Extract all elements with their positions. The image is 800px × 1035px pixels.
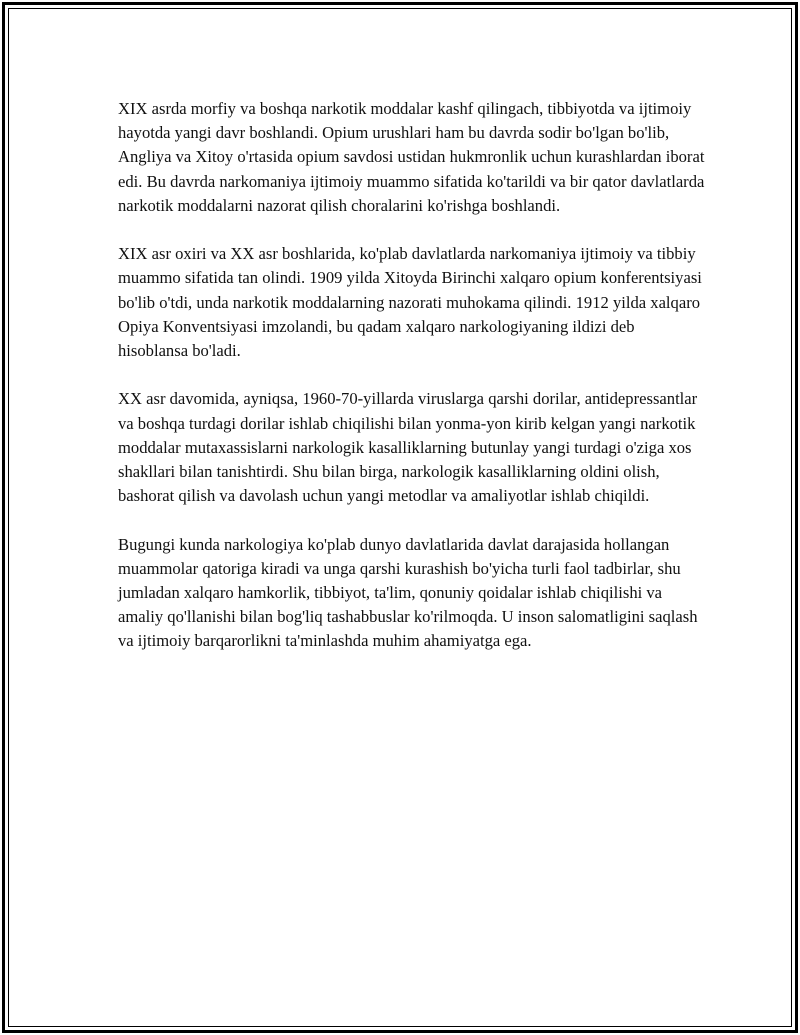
page-frame bbox=[2, 2, 798, 1033]
paragraph-3: XX asr davomida, ayniqsa, 1960-70-yillarda viruslarga qarshi dorilar, antidepressantlar va boshqa turdagi dorilar ishlab chiqilishi bilan yonma-yon kirib kelgan yangi narkotik moddalar mutaxassislarni narkologik kasalliklarning butunlay yangi turdagi o'ziga xos shakllari bilan tanishtirdi. Shu bilan birga, narkologik kasalliklarning oldini olish, bashorat qilish va davolash uchun yangi metodlar va amaliyotlar ishlab chiqildi. bbox=[118, 389, 698, 506]
paragraph-2: XIX asr oxiri va XX asr boshlarida, ko'plab davlatlarda narkomaniya ijtimoiy va tibbiy muammo sifatida tan olindi. 1909 yilda Xitoyda Birinchi xalqaro opium konferentsiyasi bo'lib o'tdi, unda narkotik moddalarning nazorati muhokama qilindi. 1912 yilda xalqaro Opiya Konventsiyasi imzolandi, bu qadam xalqaro narkologiyaning ildizi deb hisoblansa bo'ladi. bbox=[118, 244, 702, 361]
document-body bbox=[118, 97, 708, 678]
paragraph-1: XIX asrda morfiy va boshqa narkotik moddalar kashf qilingach, tibbiyotda va ijtimoiy hayotda yangi davr boshlandi. Opium urushlari ham bu davrda sodir bo'lgan bo'lib, Angliya va Xitoy o'rtasida opium savdosi ustidan hukmronlik uchun kurashlardan iborat edi. Bu davrda narkomaniya ijtimoiy muammo sifatida ko'tarildi va bir qator davlatlarda narkotik moddalarni nazorat qilish choralarini ko'rishga boshlandi. bbox=[118, 99, 705, 215]
paragraph-4: Bugungi kunda narkologiya ko'plab dunyo davlatlarida davlat darajasida hollangan muammolar qatoriga kiradi va unga qarshi kurashish bo'yicha turli faol tadbirlar, shu jumladan xalqaro hamkorlik, tibbiyot, ta'lim, qonuniy qoidalar ishlab chiqilishi va amaliy qo'llanishi bilan bog'liq tashabbuslar ko'rilmoqda. U inson salomatligini saqlash va ijtimoiy barqarorlikni ta'minlashda muhim ahamiyatga ega. bbox=[118, 534, 698, 651]
